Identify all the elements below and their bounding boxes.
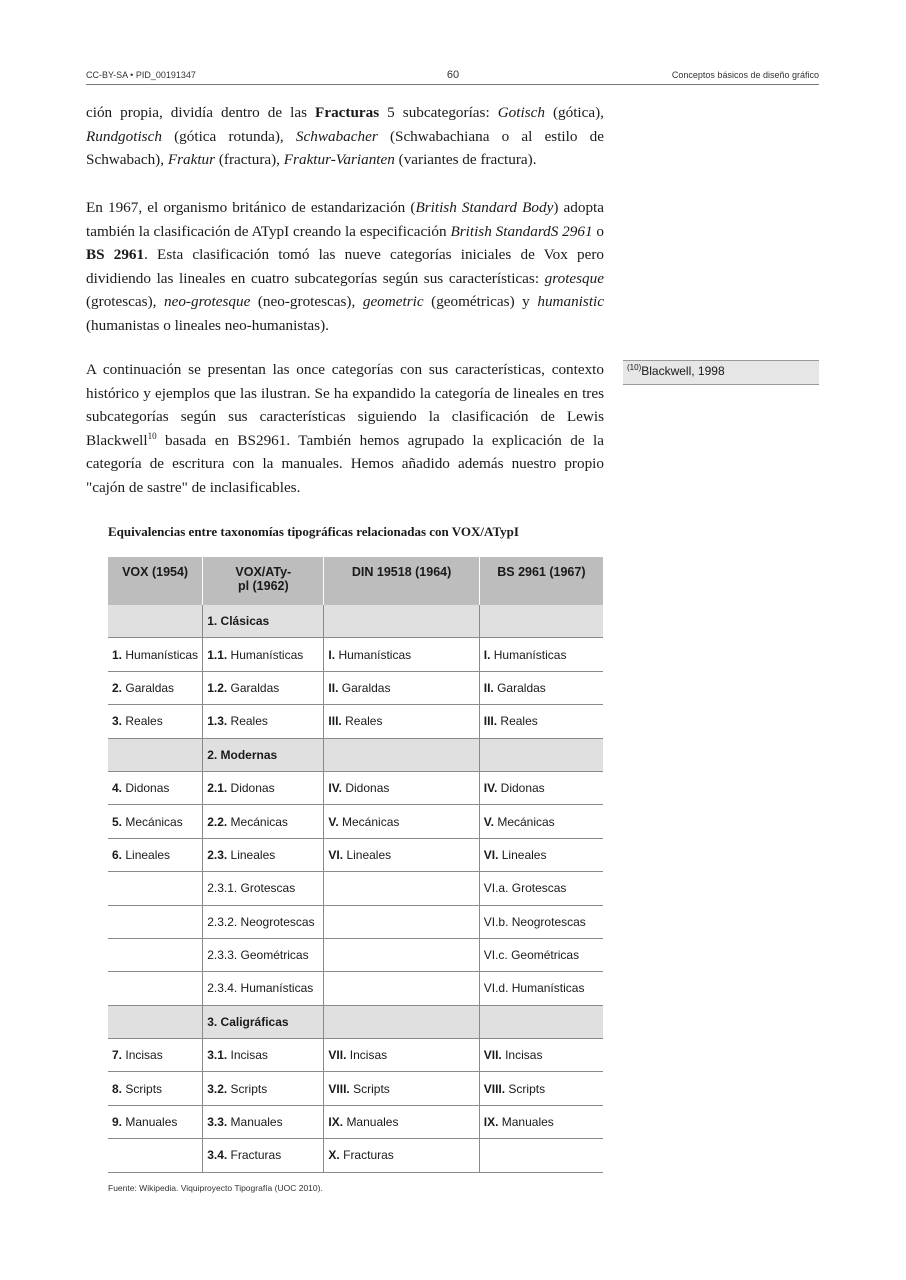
table-cell	[324, 671, 479, 704]
cell-number: 2.	[112, 680, 123, 695]
cell-label: Reales	[125, 714, 163, 729]
table-cell	[324, 872, 479, 905]
cell-number: VII.	[483, 1048, 502, 1063]
table-cell	[108, 1139, 203, 1172]
table-cell	[203, 705, 324, 738]
cell-number: 3.1.	[207, 1048, 228, 1063]
cell-number: V.	[328, 814, 339, 829]
cell-number: II.	[483, 680, 494, 695]
cell-label: Didonas	[125, 781, 170, 796]
cell-number: 1. Clásicas	[207, 614, 270, 629]
cell-label: Incisas	[125, 1048, 163, 1063]
table-cell	[324, 1039, 479, 1072]
cell-label: Garaldas	[341, 680, 391, 695]
table-row	[108, 771, 603, 804]
cell-label: Scripts	[353, 1081, 390, 1096]
cell-label: 2.3.3. Geométricas	[207, 948, 309, 963]
header-right: Conceptos básicos de diseño gráfico	[671, 70, 819, 80]
table-cell	[108, 705, 203, 738]
table-cell	[324, 771, 479, 804]
cell-number: IX.	[328, 1115, 344, 1130]
table-cell	[203, 1105, 324, 1138]
table-cell	[324, 805, 479, 838]
table-cell	[203, 1005, 324, 1038]
cell-label: Lineales	[501, 847, 547, 862]
table-cell	[203, 605, 324, 638]
cell-label: Didonas	[500, 781, 545, 796]
table-cell	[108, 1005, 203, 1038]
table-row	[108, 638, 603, 671]
table-cell	[479, 872, 603, 905]
table-cell	[324, 838, 479, 871]
paragraph-2: En 1967, el organismo británico de estandarización (British Standard Body) adopta también la clasificación de ATypI creando la especificación British StandardS 2961 o BS 2961. Esta clasificación tomó las nueve categorías iniciales de Vox pero dividiendo las lineales en cuatro subcategorías según sus características: grotesque (grotescas), neo-grotesque (neo-grotescas), geometric (geométricas) y humanistic (humanistas o lineales neo-humanistas).	[86, 199, 605, 334]
table-cell	[108, 838, 203, 871]
table-caption: Equivalencias entre taxonomías tipográficas relacionadas con VOX/ATypI	[108, 524, 519, 539]
table-row	[108, 1072, 603, 1105]
table-row	[108, 905, 603, 938]
table-cell	[479, 905, 603, 938]
table-cell	[203, 738, 324, 771]
cell-number: 1.2.	[207, 680, 228, 695]
table-cell	[324, 705, 479, 738]
table-cell	[203, 805, 324, 838]
cell-label: Didonas	[345, 781, 390, 796]
page-number: 60	[446, 69, 460, 81]
table-group-row	[108, 605, 603, 638]
cell-label: VI.d. Humanísticas	[483, 981, 585, 996]
cell-number: 3.2.	[207, 1081, 228, 1096]
cell-label: Garaldas	[230, 680, 280, 695]
table-cell	[203, 838, 324, 871]
cell-label: VI.a. Grotescas	[483, 881, 567, 896]
cell-label: 2.3.4. Humanísticas	[207, 981, 314, 996]
cell-number: IV.	[483, 781, 498, 796]
cell-label: Reales	[345, 714, 383, 729]
table-row	[108, 838, 603, 871]
cell-label: Manuales	[230, 1115, 283, 1130]
table-cell	[324, 1139, 479, 1172]
table-cell	[203, 638, 324, 671]
cell-number: IV.	[328, 781, 342, 796]
table-row	[108, 872, 603, 905]
cell-number: VI.	[483, 847, 499, 862]
cell-number: 4.	[112, 781, 123, 796]
cell-number: II.	[328, 680, 339, 695]
table-cell	[324, 972, 479, 1005]
table-cell	[108, 638, 203, 671]
table-group-row	[108, 1005, 603, 1038]
table-cell	[479, 1039, 603, 1072]
table-cell	[108, 972, 203, 1005]
table-row	[108, 671, 603, 704]
cell-number: 3.3.	[207, 1115, 228, 1130]
column-header: DIN 19518 (1964)	[324, 557, 479, 605]
cell-label: 2.3.1. Grotescas	[207, 881, 296, 896]
cell-number: III.	[328, 714, 342, 729]
column-header: VOX/ATy- pl (1962)	[203, 557, 324, 605]
table-cell	[479, 671, 603, 704]
cell-label: Mecánicas	[230, 814, 288, 829]
table-cell	[108, 738, 203, 771]
table-row	[108, 972, 603, 1005]
table-cell	[479, 805, 603, 838]
header-rule	[86, 84, 819, 85]
equivalence-table	[108, 557, 603, 1173]
table-header-row	[108, 557, 603, 605]
table-cell	[203, 938, 324, 971]
table-cell	[324, 938, 479, 971]
cell-label: Fracturas	[343, 1148, 394, 1163]
table-cell	[324, 638, 479, 671]
cell-number: 3. Caligráficas	[207, 1014, 289, 1029]
table-cell	[108, 805, 203, 838]
cell-label: Incisas	[230, 1048, 268, 1063]
cell-label: Humanísticas	[125, 647, 199, 662]
table-row	[108, 805, 603, 838]
cell-label: Humanísticas	[230, 647, 304, 662]
table-cell	[108, 1105, 203, 1138]
table-cell	[108, 872, 203, 905]
footnote-ref[interactable]: 10	[147, 430, 157, 441]
cell-label: Scripts	[230, 1081, 268, 1096]
table-cell	[203, 972, 324, 1005]
cell-label: Manuales	[501, 1115, 554, 1130]
cell-label: Scripts	[125, 1081, 163, 1096]
cell-label: Garaldas	[497, 680, 546, 695]
table-cell	[108, 938, 203, 971]
cell-number: 2. Modernas	[207, 747, 278, 762]
cell-number: 9.	[112, 1115, 123, 1130]
cell-label: Incisas	[505, 1048, 543, 1063]
table-cell	[479, 638, 603, 671]
cell-label: Incisas	[349, 1048, 388, 1063]
table-cell	[479, 771, 603, 804]
paragraph-3: A continuación se presentan las once categorías con sus características, contexto histórico y ejemplos que las ilustran. Se ha expandido la categoría de lineales en tres subcategorías según sus características siguiendo la clasificación de Lewis Blackwell$^{10}$ basada en BS2961. También hemos agrupado la explicación de la categoría de escritura con la manuales. Hemos añadido además nuestro propio "cajón de sastre" de inclasificables.	[86, 361, 604, 496]
paragraph-1: ción propia, dividía dentro de las Fracturas 5 subcategorías: Gotisch (gótica), Rundgotisch (gótica rotunda), Schwabacher (Schwabachiana o al estilo de Schwabach), Fraktur (fractura), Fraktur-Varianten (variantes de fractura).	[86, 104, 604, 168]
cell-number: I.	[483, 647, 491, 662]
cell-number: VI.	[328, 847, 344, 862]
cell-label: Manuales	[346, 1115, 399, 1130]
cell-number: 5.	[112, 814, 123, 829]
table-cell	[479, 972, 603, 1005]
cell-label: Reales	[230, 714, 268, 729]
cell-number: IX.	[483, 1115, 499, 1130]
table-cell	[479, 605, 603, 638]
table-cell	[479, 1072, 603, 1105]
cell-label: VI.b. Neogrotescas	[483, 914, 586, 929]
table-row	[108, 938, 603, 971]
table-cell	[479, 838, 603, 871]
cell-label: Didonas	[230, 781, 275, 796]
cell-number: I.	[328, 647, 336, 662]
cell-number: 7.	[112, 1048, 123, 1063]
cell-number: 1.	[112, 647, 123, 662]
margin-note-text: Blackwell, 1998	[641, 364, 725, 378]
table-cell	[324, 1105, 479, 1138]
cell-label: 2.3.2. Neogrotescas	[207, 914, 315, 929]
margin-note-ref: (10)	[627, 363, 642, 372]
column-header: VOX (1954)	[108, 557, 203, 605]
cell-label: Humanísticas	[493, 647, 567, 662]
table-cell	[108, 905, 203, 938]
cell-label: Manuales	[125, 1115, 178, 1130]
cell-label: Garaldas	[125, 680, 175, 695]
table-cell	[108, 771, 203, 804]
cell-label: Fracturas	[230, 1148, 282, 1163]
cell-label: Mecánicas	[497, 814, 555, 829]
table-row	[108, 1139, 603, 1172]
table-cell	[203, 671, 324, 704]
table-cell	[479, 1105, 603, 1138]
table-cell	[479, 738, 603, 771]
table-source: Fuente: Wikipedia. Viquiproyecto Tipografía (UOC 2010).	[108, 1183, 323, 1193]
cell-number: 1.3.	[207, 714, 228, 729]
cell-number: VII.	[328, 1048, 347, 1063]
cell-number: X.	[328, 1148, 340, 1163]
cell-number: 8.	[112, 1081, 123, 1096]
cell-number: 2.1.	[207, 781, 228, 796]
cell-number: 2.3.	[207, 847, 228, 862]
cell-number: 1.1.	[207, 647, 228, 662]
table-row	[108, 1039, 603, 1072]
cell-label: Lineales	[230, 847, 276, 862]
cell-label: Lineales	[125, 847, 171, 862]
table-row	[108, 1105, 603, 1138]
column-header: BS 2961 (1967)	[479, 557, 603, 605]
table-cell	[203, 872, 324, 905]
table-group-row	[108, 738, 603, 771]
cell-label: Scripts	[508, 1081, 546, 1096]
margin-note	[623, 360, 819, 385]
cell-label: Mecánicas	[125, 814, 183, 829]
table-cell	[479, 938, 603, 971]
table-cell	[108, 671, 203, 704]
cell-number: V.	[483, 814, 494, 829]
cell-number: VIII.	[483, 1081, 506, 1096]
header-left: CC-BY-SA • PID_00191347	[86, 70, 196, 80]
cell-label: Lineales	[346, 847, 392, 862]
table-cell	[203, 1072, 324, 1105]
table-cell	[324, 1072, 479, 1105]
cell-number: 2.2.	[207, 814, 228, 829]
table-cell	[324, 905, 479, 938]
cell-label: Mecánicas	[342, 814, 400, 829]
table-row	[108, 705, 603, 738]
cell-number: VIII.	[328, 1081, 350, 1096]
table-cell	[108, 605, 203, 638]
table-cell	[479, 705, 603, 738]
table-cell	[203, 1139, 324, 1172]
table-cell	[203, 1039, 324, 1072]
table-cell	[203, 771, 324, 804]
cell-label: VI.c. Geométricas	[483, 948, 580, 963]
cell-number: 3.4.	[207, 1148, 228, 1163]
table-cell	[479, 1139, 603, 1172]
table-cell	[324, 1005, 479, 1038]
cell-number: 6.	[112, 847, 123, 862]
cell-label: Reales	[500, 714, 538, 729]
cell-label: Humanísticas	[338, 647, 412, 662]
table-cell	[324, 605, 479, 638]
table-cell	[479, 1005, 603, 1038]
cell-number: 3.	[112, 714, 123, 729]
table-cell	[203, 905, 324, 938]
table-cell	[108, 1039, 203, 1072]
cell-number: III.	[483, 714, 498, 729]
table-cell	[324, 738, 479, 771]
table-cell	[108, 1072, 203, 1105]
